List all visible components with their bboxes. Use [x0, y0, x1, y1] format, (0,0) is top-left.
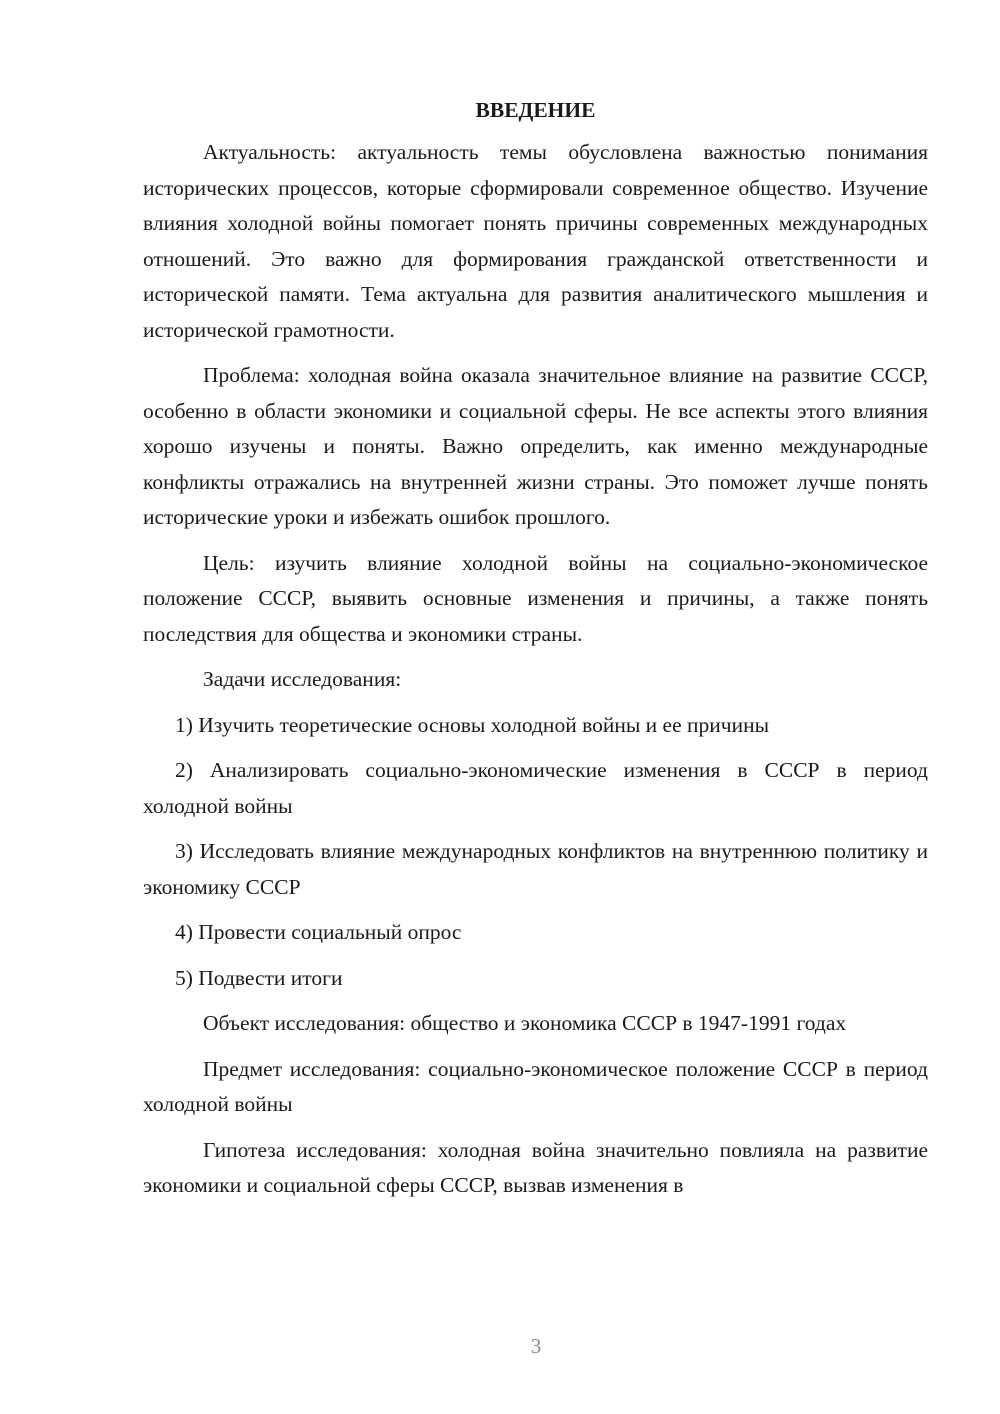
problem-paragraph: Проблема: холодная война оказала значительное влияние на развитие СССР, особенно в области экономики и социальной сферы. Не все аспекты этого влияния хорошо изучены и поняты. Важно определить, как именно международные конфликты отражались на внутренней жизни страны. Это поможет лучше понять исторические уроки и избежать ошибок прошлого.: [143, 363, 928, 529]
task-item: 1) Изучить теоретические основы холодной войны и ее причины: [175, 712, 770, 737]
hypothesis-paragraph: Гипотеза исследования: холодная война значительно повлияла на развитие экономики и социальной сферы СССР, вызвав изменения в: [143, 1137, 928, 1197]
page-number: 3: [530, 1334, 542, 1358]
section-title: ВВЕДЕНИЕ: [475, 98, 596, 122]
tasks-heading: Задачи исследования:: [203, 667, 402, 691]
page-content: [143, 96, 928, 1214]
task-item: 3) Исследовать влияние международных конфликтов на внутреннюю политику и экономику СССР: [143, 839, 928, 899]
object-paragraph: Объект исследования: общество и экономика СССР в 1947-1991 годах: [203, 1011, 847, 1035]
task-item: 5) Подвести итоги: [175, 965, 343, 990]
goal-paragraph: Цель: изучить влияние холодной войны на социально-экономическое положение СССР, выявить основные изменения и причины, а также понять последствия для общества и экономики страны.: [143, 550, 928, 646]
task-item: 2) Анализировать социально-экономические изменения в СССР в период холодной войны: [143, 758, 928, 818]
relevance-paragraph: Актуальность: актуальность темы обусловлена важностью понимания исторических процессов, которые сформировали современное общество. Изучение влияния холодной войны помогает понять причины современных международных отношений. Это важно для формирования гражданской ответственности и исторической памяти. Тема актуальна для развития аналитического мышления и исторической грамотности.: [143, 140, 928, 342]
subject-paragraph: Предмет исследования: социально-экономическое положение СССР в период холодной войны: [143, 1056, 928, 1116]
task-item: 4) Провести социальный опрос: [175, 920, 462, 944]
